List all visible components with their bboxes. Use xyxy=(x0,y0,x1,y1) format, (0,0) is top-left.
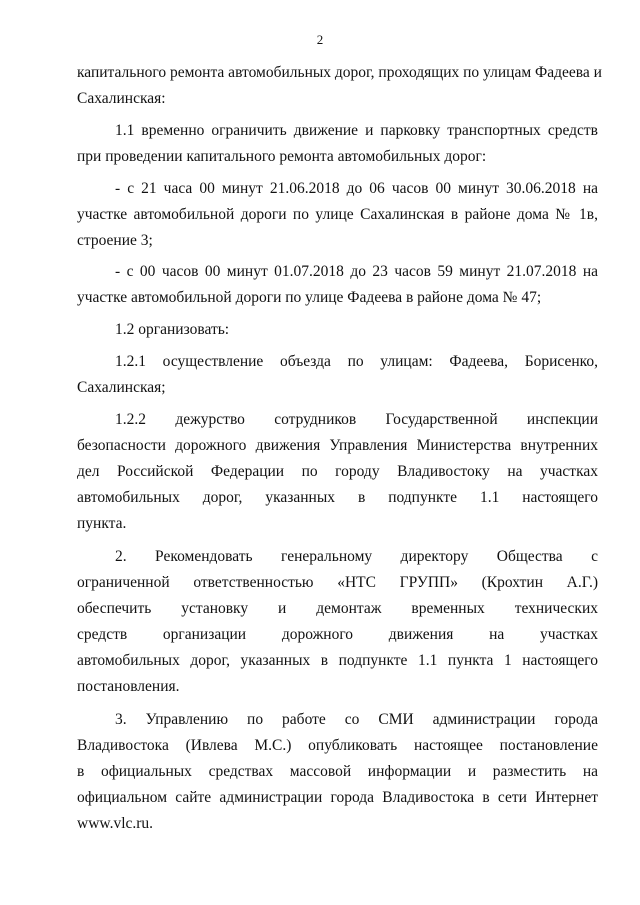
text-line: автомобильных дорог, указанных в подпункте 1.1 настоящего xyxy=(77,489,598,506)
text-line: Владивостока (Ивлева М.С.) опубликовать настоящее постановление xyxy=(77,737,598,754)
text-line: участке автомобильной дороги по улице Сахалинская в районе дома № 1в, xyxy=(77,206,598,223)
text-line: официальном сайте администрации города Владивостока в сети Интернет xyxy=(77,789,598,806)
paragraph-3 xyxy=(77,707,598,837)
text-line: Сахалинская; xyxy=(77,379,166,396)
text-line: при проведении капитального ремонта автомобильных дорог: xyxy=(77,148,487,165)
text-line: дел Российской Федерации по городу Владивостоку на участках xyxy=(77,463,598,480)
text-line: в официальных средствах массовой информации и разместить на xyxy=(77,763,598,780)
text-line: www.vlc.ru. xyxy=(77,815,154,832)
text-line: участке автомобильной дороги по улице Фадеева в районе дома № 47; xyxy=(77,289,542,306)
text-line: - с 00 часов 00 минут 01.07.2018 до 23 часов 59 минут 21.07.2018 на xyxy=(115,263,598,280)
paragraph-1-1 xyxy=(77,118,598,170)
paragraph-1-2 xyxy=(77,317,598,343)
paragraph-1-2-2 xyxy=(77,407,598,537)
page-number: 2 xyxy=(316,32,324,47)
text-line: 1.2 организовать: xyxy=(115,321,230,338)
text-line: автомобильных дорог, указанных в подпункте 1.1 пункта 1 настоящего xyxy=(77,652,598,669)
text-line: постановления. xyxy=(77,678,180,695)
paragraph-1-2-1 xyxy=(77,349,598,401)
text-line: Сахалинская: xyxy=(77,90,166,107)
text-line: 1.2.2 дежурство сотрудников Государственной инспекции xyxy=(115,411,598,428)
text-line: обеспечить установку и демонтаж временных технических xyxy=(77,600,598,617)
paragraph-period-1 xyxy=(77,176,598,254)
text-line: 1.2.1 осуществление объезда по улицам: Фадеева, Борисенко, xyxy=(115,353,598,370)
paragraph-2 xyxy=(77,544,598,700)
text-line: 3. Управлению по работе со СМИ администрации города xyxy=(115,711,598,728)
text-line: - с 21 часа 00 минут 21.06.2018 до 06 часов 00 минут 30.06.2018 на xyxy=(115,180,598,197)
text-line: 1.1 временно ограничить движение и парковку транспортных средств xyxy=(115,122,598,139)
text-line: ограниченной ответственностью «НТС ГРУПП» (Крохтин А.Г.) xyxy=(77,574,598,591)
text-line: средств организации дорожного движения на участках xyxy=(77,626,598,643)
text-line: строение 3; xyxy=(77,232,153,249)
paragraph-period-2 xyxy=(77,259,598,311)
paragraph-intro xyxy=(77,60,602,112)
text-line: пункта. xyxy=(77,515,127,532)
text-line: капитального ремонта автомобильных дорог, проходящих по улицам Фадеева и xyxy=(77,64,602,81)
text-line: безопасности дорожного движения Управления Министерства внутренних xyxy=(77,437,598,454)
text-line: 2. Рекомендовать генеральному директору Общества с xyxy=(115,548,598,565)
